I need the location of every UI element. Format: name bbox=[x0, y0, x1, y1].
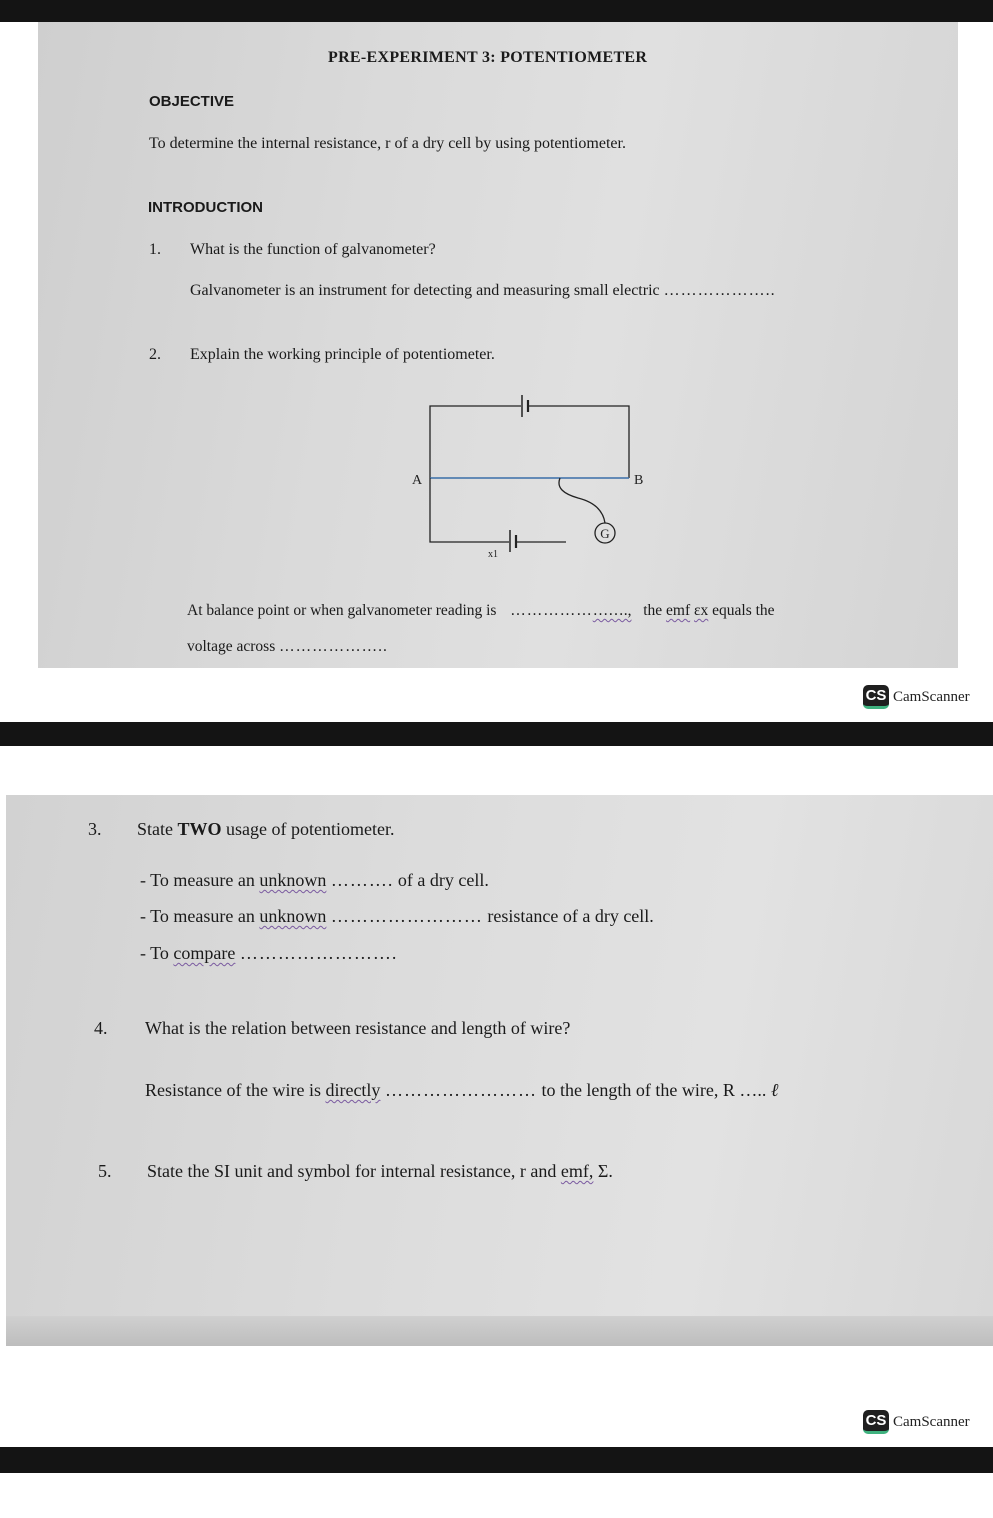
emf-symbol: εx bbox=[694, 602, 709, 619]
q3-text-b: usage of potentiometer. bbox=[221, 819, 395, 839]
usage-3-prefix: - To bbox=[140, 943, 169, 963]
usage-1-suffix: of a dry cell. bbox=[397, 870, 489, 890]
q4-answer bbox=[145, 1080, 778, 1101]
q1-answer-text: Galvanometer is an instrument for detecting and measuring small electric bbox=[190, 282, 660, 299]
usage-3-word: compare bbox=[173, 943, 236, 963]
circuit-top-wire bbox=[430, 406, 521, 478]
q5-emf: emf, bbox=[560, 1161, 594, 1181]
usage-3 bbox=[140, 943, 397, 964]
q3-text-bold: TWO bbox=[177, 819, 222, 839]
balance-fill: ……., bbox=[592, 602, 632, 619]
q5-text-a: State the SI unit and symbol for internal resistance, r and bbox=[147, 1161, 557, 1181]
q5-number: 5. bbox=[98, 1161, 112, 1181]
q1-answer-blank[interactable]: ……………….. bbox=[663, 282, 776, 299]
usage-2-prefix: - To measure an bbox=[140, 906, 255, 926]
q4-number: 4. bbox=[94, 1018, 108, 1038]
q3-text-a: State bbox=[137, 819, 178, 839]
voltage-blank[interactable]: ……………….. bbox=[279, 638, 388, 655]
label-a: A bbox=[412, 473, 423, 488]
balance-the: the bbox=[643, 602, 663, 619]
usage-2-word: unknown bbox=[259, 906, 327, 926]
q1-number: 1. bbox=[149, 241, 161, 258]
voltage-across-line bbox=[187, 638, 388, 656]
camscanner-label: CamScanner bbox=[893, 688, 970, 705]
label-b: B bbox=[634, 473, 644, 488]
page-bottom-shadow bbox=[6, 1316, 993, 1346]
balance-point-text: At balance point or when galvanometer reading is bbox=[187, 602, 497, 619]
camscanner-label: CamScanner bbox=[893, 1413, 970, 1430]
q4-answer-blank[interactable]: …………………… bbox=[384, 1080, 537, 1100]
usage-2-suffix: resistance of a dry cell. bbox=[487, 906, 654, 926]
circuit-left-wire bbox=[430, 478, 509, 542]
balance-point-line bbox=[187, 602, 775, 620]
balance-blank[interactable]: …………… bbox=[510, 602, 593, 619]
balance-emf: emf bbox=[666, 602, 691, 619]
potentiometer-circuit-diagram bbox=[398, 390, 648, 565]
voltage-across-text: voltage across bbox=[187, 638, 276, 655]
usage-2-blank[interactable]: …………………… bbox=[330, 906, 483, 926]
usage-1 bbox=[140, 870, 489, 891]
objective-heading: OBJECTIVE bbox=[149, 93, 235, 110]
circuit-right-wire bbox=[529, 406, 629, 478]
q4-answer-b: to the length of the wire, R ….. bbox=[541, 1080, 767, 1100]
q2-number: 2. bbox=[149, 346, 161, 363]
q5-symbol: Σ. bbox=[597, 1161, 613, 1181]
q5-text bbox=[147, 1161, 613, 1182]
introduction-heading: INTRODUCTION bbox=[148, 199, 263, 216]
usage-2 bbox=[140, 906, 654, 927]
q3-text bbox=[137, 819, 394, 840]
balance-equals: equals the bbox=[712, 602, 775, 619]
q2-text: Explain the working principle of potentiometer. bbox=[190, 346, 495, 363]
scanned-page-1 bbox=[38, 22, 958, 668]
camscanner-logo-icon: CS bbox=[863, 685, 889, 709]
usage-1-word: unknown bbox=[259, 870, 327, 890]
separator-bar bbox=[0, 722, 993, 746]
top-bar bbox=[0, 0, 993, 22]
objective-text: To determine the internal resistance, r of a dry cell by using potentiometer. bbox=[149, 135, 626, 152]
bottom-bar bbox=[0, 1447, 993, 1473]
q1-text: What is the function of galvanometer? bbox=[190, 241, 436, 258]
label-g: G bbox=[600, 526, 610, 541]
label-x1: x1 bbox=[488, 549, 498, 560]
q1-answer bbox=[190, 282, 776, 300]
jockey-lead bbox=[559, 478, 605, 523]
length-symbol: ℓ bbox=[770, 1080, 779, 1100]
camscanner-watermark-1 bbox=[863, 685, 970, 709]
usage-1-blank[interactable]: ………. bbox=[330, 870, 394, 890]
page-title: PRE-EXPERIMENT 3: POTENTIOMETER bbox=[328, 49, 648, 66]
q4-answer-word: directly bbox=[325, 1080, 381, 1100]
camscanner-watermark-2 bbox=[863, 1410, 970, 1434]
camscanner-logo-icon: CS bbox=[863, 1410, 889, 1434]
q4-answer-a: Resistance of the wire is bbox=[145, 1080, 321, 1100]
q4-text: What is the relation between resistance and length of wire? bbox=[145, 1018, 571, 1038]
usage-1-prefix: - To measure an bbox=[140, 870, 255, 890]
scanned-page-2 bbox=[6, 795, 993, 1346]
q3-number: 3. bbox=[88, 819, 102, 839]
usage-3-blank[interactable]: ……………………. bbox=[239, 943, 398, 963]
